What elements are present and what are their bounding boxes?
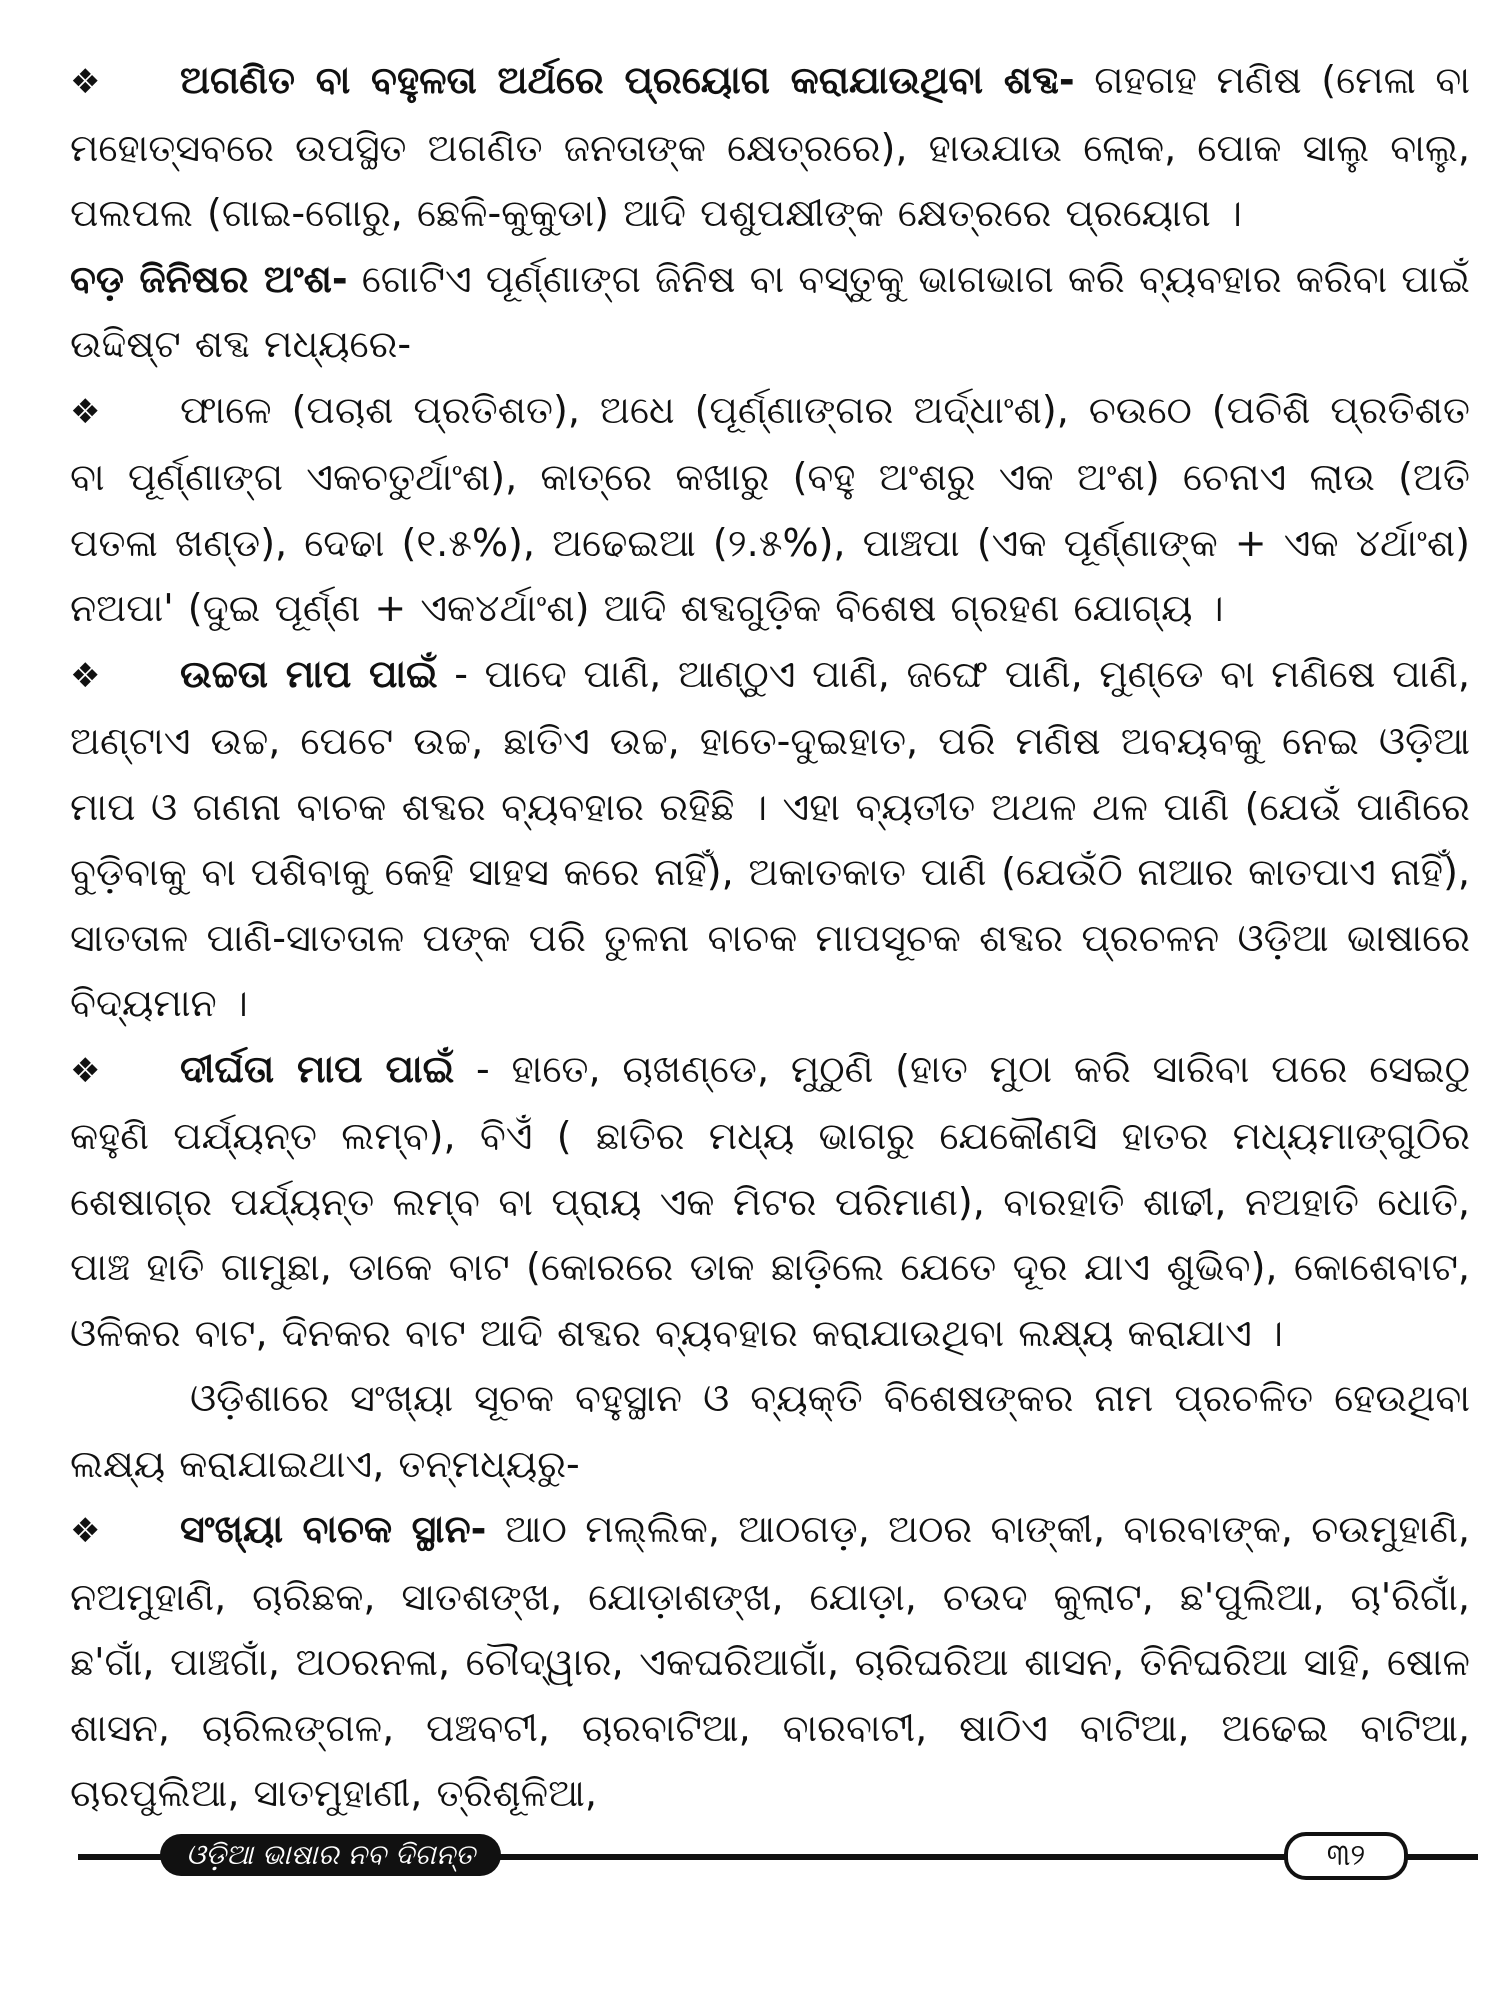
page-footer	[78, 1832, 1478, 1882]
bullet-icon: ❖	[70, 391, 101, 432]
bullet-icon: ❖	[70, 655, 101, 696]
bullet-icon: ❖	[70, 62, 101, 102]
paragraph-3	[70, 378, 1470, 642]
paragraph-4	[70, 642, 1470, 1037]
bullet-icon: ❖	[70, 1511, 101, 1551]
paragraph-2	[70, 247, 1470, 378]
paragraph-text: ଆଠ ମଲ୍ଲିକ, ଆଠଗଡ଼, ଅଠର ବାଙ୍କୀ, ବାରବାଙ୍କ, ଚଉମୁହାଣି, ନଅମୁହାଣି, ଚାରିଛକ, ସାତଶଙ୍ଖ, ଯୋଡ଼ାଶଙ୍ଖ, ଯୋଡ଼ା, ଚଉଦ କୁଲାଟ, ଛ'ପୁଲିଆ, ଚା'ରିଗାଁ, ଛ'ଗାଁ, ପାଞ୍ଚଗାଁ, ଅଠରନଳା, ଚୌଦ୍ୱାର, ଏକଘରିଆଗାଁ, ଚାରିଘରିଆ ଶାସନ, ତିନିଘରିଆ ସାହି, ଷୋଳ ଶାସନ, ଚାରିଲଙ୍ଗଳ, ପଞ୍ଚବଟୀ, ଚାରବାଟିଆ, ବାରବାଟୀ, ଷାଠିଏ ବାଟିଆ, ଅଢେଇ ବାଟିଆ, ଚାରପୁଲିଆ, ସାତମୁହାଣୀ, ତ୍ରିଶୂଳିଆ,	[70, 1507, 1471, 1815]
paragraph-5	[70, 1037, 1470, 1367]
page-body	[70, 48, 1470, 1827]
paragraph-heading: ସଂଖ୍ୟା ବାଚକ ସ୍ଥାନ-	[180, 1507, 487, 1551]
paragraph-text: - ପାଦେ ପାଣି, ଆଣ୍ଠୁଏ ପାଣି, ଜଙ୍ଘେ ପାଣି, ମୁଣ୍ଡେ ବା ମଣିଷେ ପାଣି, ଅଣ୍ଟାଏ ଉଚ୍ଚ, ପେଟେ ଉଚ୍ଚ, ଛାତିଏ ଉଚ୍ଚ, ହାତେ-ଦୁଇହାତ, ପରି ମଣିଷ ଅବୟବକୁ ନେଇ ଓଡ଼ିଆ ମାପ ଓ ଗଣନା ବାଚକ ଶବ୍ଦର ବ୍ୟବହାର ରହିଛି । ଏହା ବ୍ୟତୀତ ଅଥଳ ଥଳ ପାଣି (ଯେଉଁ ପାଣିରେ ବୁଡ଼ିବାକୁ ବା ପଶିବାକୁ କେହି ସାହସ କରେ ନାହିଁ), ଅକାତକାତ ପାଣି (ଯେଉଁଠି ନାଆର କାତପାଏ ନାହିଁ), ସାତତାଳ ପାଣି-ସାତତାଳ ପଙ୍କ ପରି ତୁଳନା ବାଚକ ମାପସୂଚକ ଶବ୍ଦର ପ୍ରଚଳନ ଓଡ଼ିଆ ଭାଷାରେ ବିଦ୍ୟମାନ ।	[70, 651, 1470, 1025]
paragraph-heading: ଅଗଣିତ ବା ବହୁଳତା ଅର୍ଥରେ ପ୍ରୟୋଗ କରାଯାଉଥିବା ଶବ୍ଦ-	[180, 58, 1075, 102]
paragraph-text: ଗହଗହ ମଣିଷ (ମେଳା ବା ମହୋତ୍ସବରେ ଉପସ୍ଥିତ ଅଗଣିତ ଜନତାଙ୍କ କ୍ଷେତ୍ରରେ), ହାଉଯାଉ ଲୋକ, ପୋକ ସାଲୁ ବାଲୁ, ପଲପଲ (ଗାଇ-ଗୋରୁ, ଛେଳି-କୁକୁଡା) ଆଦି ପଶୁପକ୍ଷୀଙ୍କ କ୍ଷେତ୍ରରେ ପ୍ରୟୋଗ ।	[70, 58, 1471, 235]
paragraph-6	[70, 1366, 1470, 1497]
paragraph-heading: ଦୀର୍ଘତା ମାପ ପାଇଁ	[180, 1046, 455, 1091]
bullet-icon: ❖	[70, 1050, 101, 1091]
paragraph-text: ଓଡ଼ିଶାରେ ସଂଖ୍ୟା ସୂଚକ ବହୁସ୍ଥାନ ଓ ବ୍ୟକ୍ତି ବିଶେଷଙ୍କର ନାମ ପ୍ରଚଳିତ ହେଉଥିବା ଲକ୍ଷ୍ୟ କରାଯାଇଥାଏ, ତନ୍ମଧ୍ୟରୁ-	[70, 1376, 1470, 1486]
paragraph-7	[70, 1497, 1470, 1827]
paragraph-1	[70, 48, 1470, 247]
footer-page-number: ୩୨	[1284, 1832, 1408, 1880]
paragraph-text: - ହାତେ, ଚାଖଣ୍ଡେ, ମୁଠୁଣି (ହାତ ମୁଠା କରି ସାରିବା ପରେ ସେଇଠୁ କହୁଣି ପର୍ଯ୍ୟନ୍ତ ଲମ୍ବ), ବିଏଁ ( ଛାତିର ମଧ୍ୟ ଭାଗରୁ ଯେକୌଣସି ହାତର ମଧ୍ୟମାଙ୍ଗୁଠିର ଶେଷାଗ୍ର ପର୍ଯ୍ୟନ୍ତ ଲମ୍ବ ବା ପ୍ରାୟ ଏକ ମିଟର ପରିମାଣ), ବାରହାତି ଶାଢୀ, ନଅହାତି ଧୋତି, ପାଞ୍ଚ ହାତି ଗାମୁଛା, ଡାକେ ବାଟ (କୋରରେ ଡାକ ଛାଡ଼ିଲେ ଯେତେ ଦୂର ଯାଏ ଶୁଭିବ), କୋଶେବାଟ, ଓଳିକର ବାଟ, ଦିନକର ବାଟ ଆଦି ଶବ୍ଦର ବ୍ୟବହାର କରାଯାଉଥିବା ଲକ୍ଷ୍ୟ କରାଯାଏ ।	[70, 1046, 1471, 1355]
footer-book-title: ଓଡ଼ିଆ ଭାଷାର ନବ ଦିଗନ୍ତ	[160, 1834, 501, 1876]
paragraph-heading: ଉଚ୍ଚତା ମାପ ପାଇଁ	[180, 651, 438, 696]
paragraph-heading: ବଡ଼ ଜିନିଷର ଅଂଶ-	[70, 256, 348, 301]
paragraph-text: ଫାଳେ (ପଚାଶ ପ୍ରତିଶତ), ଅଧେ (ପୂର୍ଣ୍ଣାଙ୍ଗର ଅର୍ଦ୍ଧାଂଶ), ଚଉଠେ (ପଚିଶି ପ୍ରତିଶତ ବା ପୂର୍ଣ୍ଣାଙ୍ଗ ଏକଚତୁର୍ଥାଂଶ), କାତ୍ରେ କଖାରୁ (ବହୁ ଅଂଶରୁ ଏକ ଅଂଶ) ଚେନାଏ ଲାଉ (ଅତି ପତଳା ଖଣ୍ଡ), ଦେଢା (୧.୫%), ଅଢେଇଆ (୨.୫%), ପାଞ୍ଚପା (ଏକ ପୂର୍ଣ୍ଣାଙ୍କ + ଏକ ୪ର୍ଥାଂଶ) ନଅପା' (ଦୁଇ ପୂର୍ଣ୍ଣ + ଏକ୪ର୍ଥାଂଶ) ଆଦି ଶବ୍ଦଗୁଡ଼ିକ ବିଶେଷ ଗ୍ରହଣ ଯୋଗ୍ୟ ।	[70, 387, 1470, 630]
paragraph-text: ଗୋଟିଏ ପୂର୍ଣ୍ଣାଙ୍ଗ ଜିନିଷ ବା ବସ୍ତୁକୁ ଭାଗଭାଗ କରି ବ୍ୟବହାର କରିବା ପାଇଁ ଉଦ୍ଦିଷ୍ଟ ଶବ୍ଦ ମଧ୍ୟରେ-	[70, 256, 1470, 366]
